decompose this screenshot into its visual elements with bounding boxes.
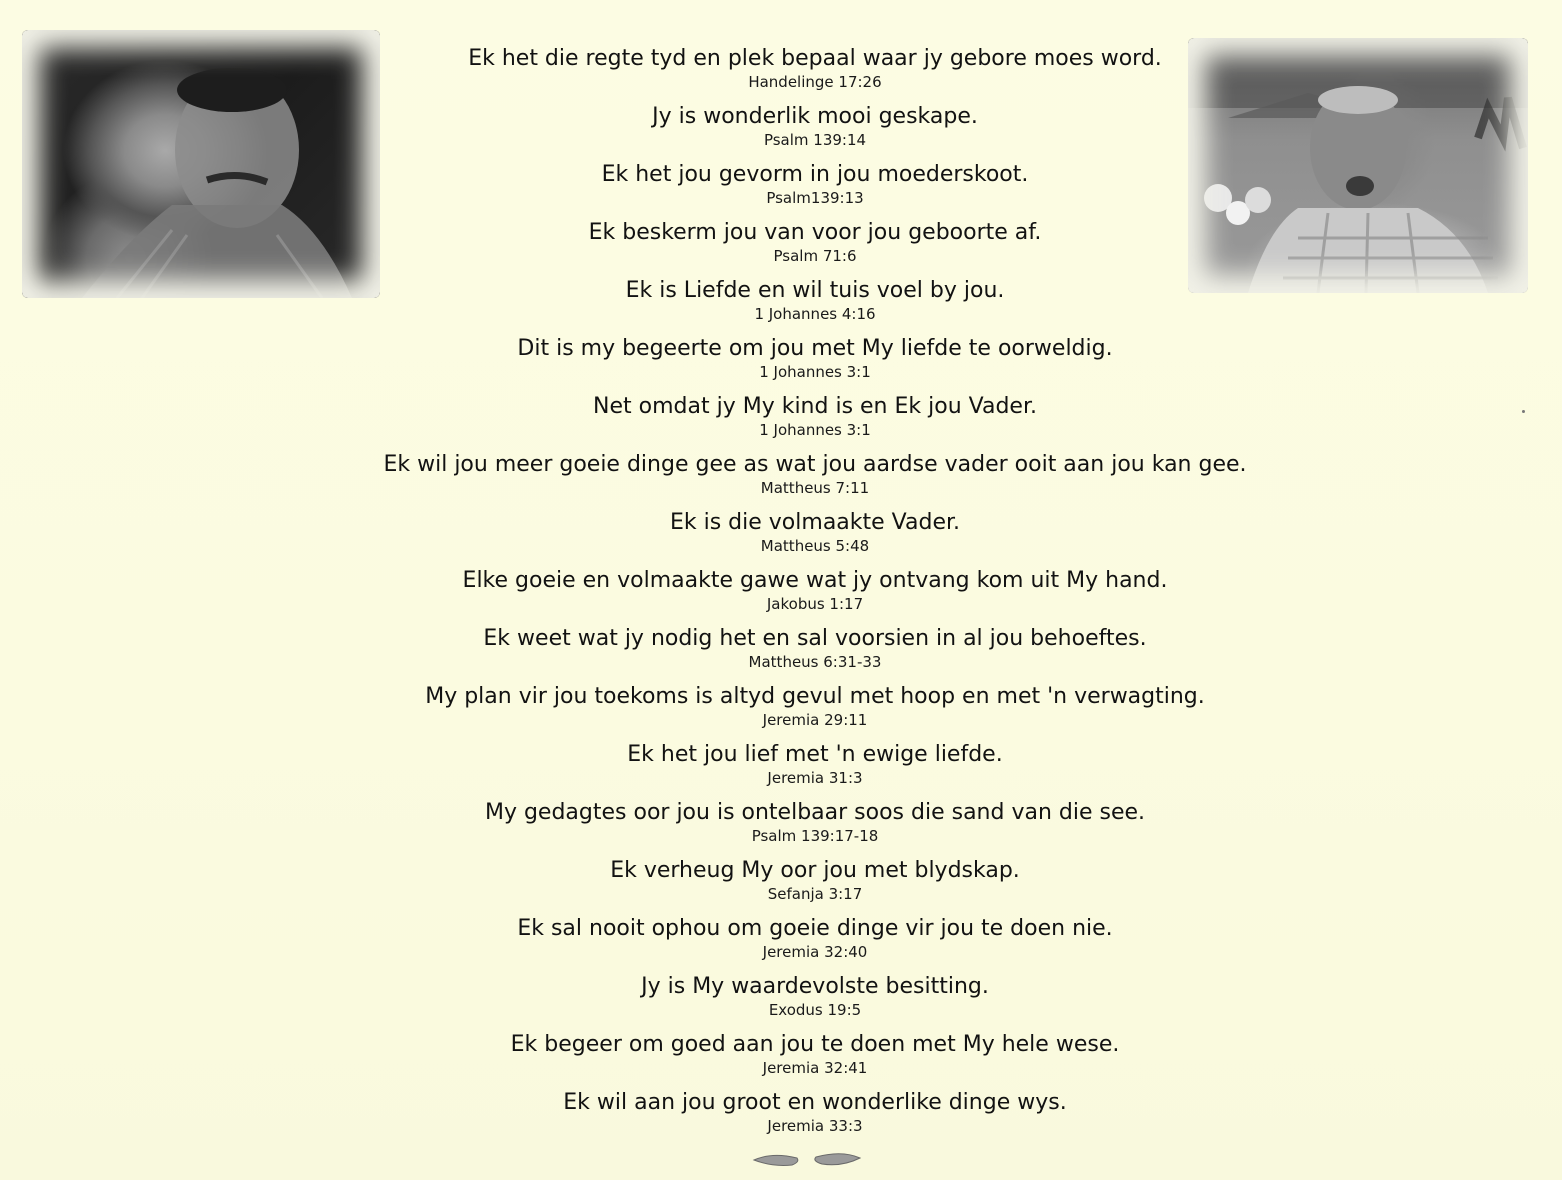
- verse-text: Ek is die volmaakte Vader.: [669, 510, 961, 535]
- verse-item: [360, 856, 1270, 914]
- verse-reference: Jeremia 32:40: [762, 943, 868, 961]
- verse-item: [360, 392, 1270, 450]
- verse-text: Ek begeer om goed aan jou te doen met My hele wese.: [510, 1032, 1120, 1057]
- verse-item: [360, 160, 1270, 218]
- verse-text: Net omdat jy My kind is en Ek jou Vader.: [593, 394, 1037, 419]
- verse-text: Ek het jou gevorm in jou moederskoot.: [601, 162, 1029, 187]
- verse-item: [360, 44, 1270, 102]
- verse-item: [360, 1088, 1270, 1146]
- verse-reference: Jeremia 29:11: [762, 711, 868, 729]
- verse-text: Ek wil aan jou groot en wonderlike dinge wys.: [563, 1090, 1067, 1115]
- verse-list: [360, 44, 1270, 1146]
- verse-item: [360, 972, 1270, 1030]
- verse-item: [360, 624, 1270, 682]
- verse-item: [360, 102, 1270, 160]
- verse-reference: Psalm 139:14: [763, 131, 867, 149]
- praying-hands-icon: [752, 1150, 862, 1168]
- verse-item: [360, 1030, 1270, 1088]
- verse-reference: 1 Johannes 3:1: [759, 421, 871, 439]
- verse-text: Ek verheug My oor jou met blydskap.: [610, 858, 1020, 883]
- verse-item: [360, 740, 1270, 798]
- verse-text: Ek is Liefde en wil tuis voel by jou.: [625, 278, 1005, 303]
- verse-reference: 1 Johannes 3:1: [759, 363, 871, 381]
- verse-reference: Psalm139:13: [766, 189, 864, 207]
- verse-reference: Jeremia 32:41: [762, 1059, 868, 1077]
- verse-reference: Jeremia 31:3: [767, 769, 863, 787]
- verse-reference: Sefanja 3:17: [767, 885, 863, 903]
- verse-reference: Exodus 19:5: [768, 1001, 862, 1019]
- verse-item: [360, 334, 1270, 392]
- verse-reference: Mattheus 5:48: [760, 537, 870, 555]
- verse-text: My plan vir jou toekoms is altyd gevul met hoop en met 'n verwagting.: [425, 684, 1205, 709]
- verse-item: [360, 566, 1270, 624]
- portrait-photo-left: [22, 30, 380, 298]
- verse-reference: Handelinge 17:26: [748, 73, 882, 91]
- verse-text: Ek het jou lief met 'n ewige liefde.: [627, 742, 1003, 767]
- verse-text: Ek wil jou meer goeie dinge gee as wat jou aardse vader ooit aan jou kan gee.: [383, 452, 1247, 477]
- verse-reference: Mattheus 7:11: [760, 479, 870, 497]
- verse-item: [360, 450, 1270, 508]
- verse-text: Elke goeie en volmaakte gawe wat jy ontvang kom uit My hand.: [462, 568, 1168, 593]
- verse-reference: Psalm 71:6: [773, 247, 857, 265]
- verse-text: My gedagtes oor jou is ontelbaar soos die sand van die see.: [484, 800, 1146, 825]
- portrait-figure-left: [22, 30, 380, 298]
- verse-reference: Jeremia 33:3: [767, 1117, 863, 1135]
- verse-reference: Mattheus 6:31-33: [748, 653, 882, 671]
- verse-text: Jy is My waardevolste besitting.: [641, 974, 989, 999]
- verse-reference: 1 Johannes 4:16: [754, 305, 876, 323]
- verse-text: Ek sal nooit ophou om goeie dinge vir jou te doen nie.: [517, 916, 1113, 941]
- verse-text: Ek het die regte tyd en plek bepaal waar jy gebore moes word.: [468, 46, 1162, 71]
- verse-text: Ek beskerm jou van voor jou geboorte af.: [588, 220, 1042, 245]
- verse-item: [360, 914, 1270, 972]
- verse-text: Ek weet wat jy nodig het en sal voorsien in al jou behoeftes.: [483, 626, 1147, 651]
- verse-item: [360, 508, 1270, 566]
- verse-text: Dit is my begeerte om jou met My liefde te oorweldig.: [517, 336, 1113, 361]
- verse-text: Jy is wonderlik mooi geskape.: [652, 104, 978, 129]
- scan-speck: [1522, 410, 1525, 413]
- verse-item: [360, 798, 1270, 856]
- verse-item: [360, 682, 1270, 740]
- verse-reference: Psalm 139:17-18: [751, 827, 879, 845]
- verse-item: [360, 218, 1270, 276]
- verse-item: [360, 276, 1270, 334]
- verse-reference: Jakobus 1:17: [766, 595, 864, 613]
